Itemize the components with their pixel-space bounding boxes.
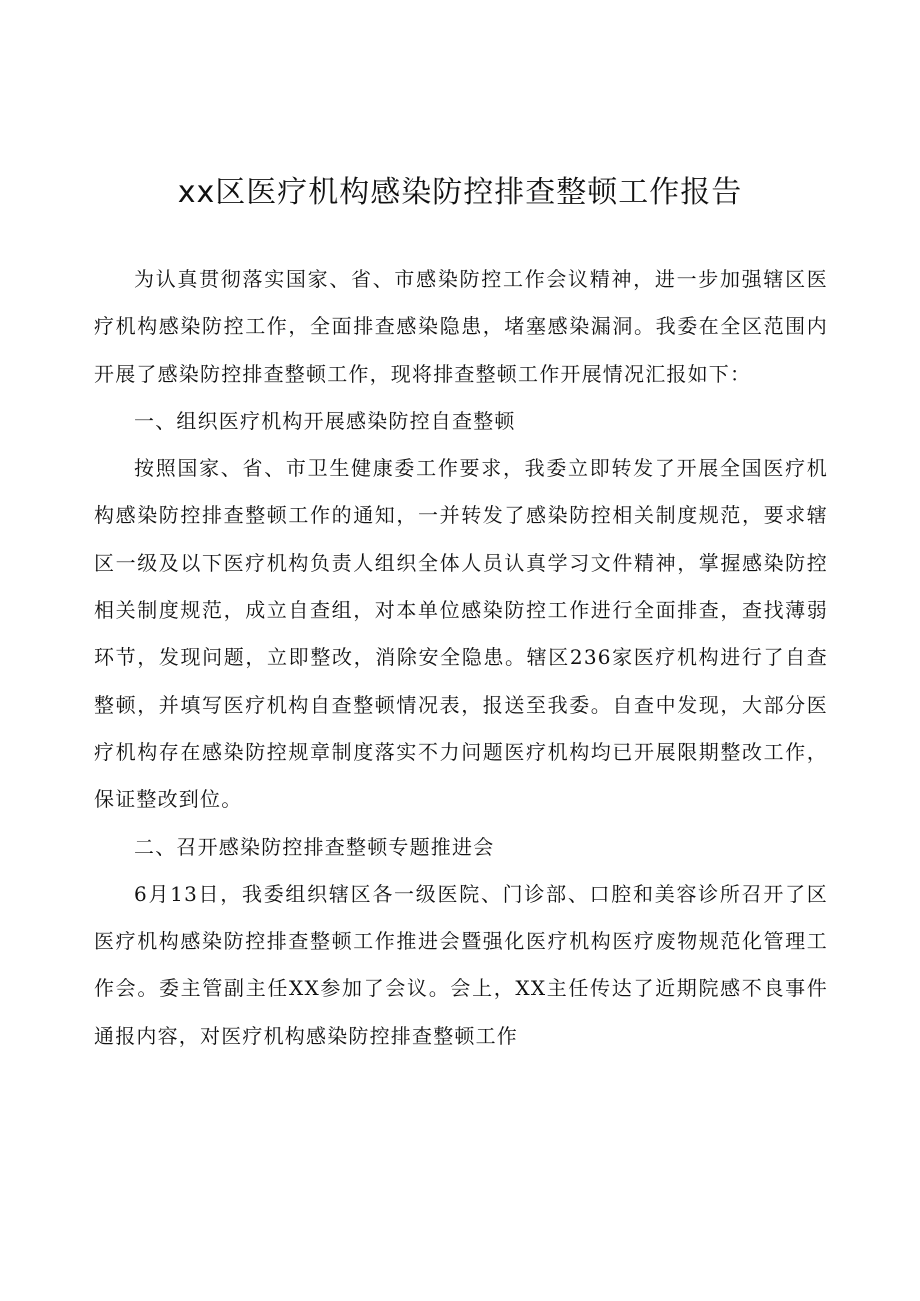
document-body [94,256,828,1060]
document-title: xx区医疗机构感染防控排查整顿工作报告 [177,175,743,210]
section-1-paragraph: 按照国家、省、市卫生健康委工作要求，我委立即转发了开展全国医疗机构感染防控排查整顿工作的通知，一并转发了感染防控相关制度规范，要求辖区一级及以下医疗机构负责人组织全体人员认真学习文件精神，掌握感染防控相关制度规范，成立自查组，对本单位感染防控工作进行全面排查，查找薄弱环节，发现问题，立即整改，消除安全隐患。辖区236家医疗机构进行了自查整顿，并填写医疗机构自查整顿情况表，报送至我委。自查中发现，大部分医疗机构存在感染防控规章制度落实不力问题医疗机构均已开展限期整改工作，保证整改到位。 [94,456,828,812]
section-2-paragraph: 6月13日，我委组织辖区各一级医院、门诊部、口腔和美容诊所召开了区医疗机构感染防控排查整顿工作推进会暨强化医疗机构医疗废物规范化管理工作会。委主管副主任XX参加了会议。会上，XX主任传达了近期院感不良事件通报内容，对医疗机构感染防控排查整顿工作 [94,881,828,1048]
section-1-heading: 一、组织医疗机构开展感染防控自查整顿 [134,408,516,433]
section-2-heading: 二、召开感染防控排查整顿专题推进会 [134,834,495,859]
intro-paragraph: 为认真贯彻落实国家、省、市感染防控工作会议精神，进一步加强辖区医疗机构感染防控工作，全面排查感染隐患，堵塞感染漏洞。我委在全区范围内开展了感染防控排查整顿工作，现将排查整顿工作开展情况汇报如下： [94,267,828,386]
